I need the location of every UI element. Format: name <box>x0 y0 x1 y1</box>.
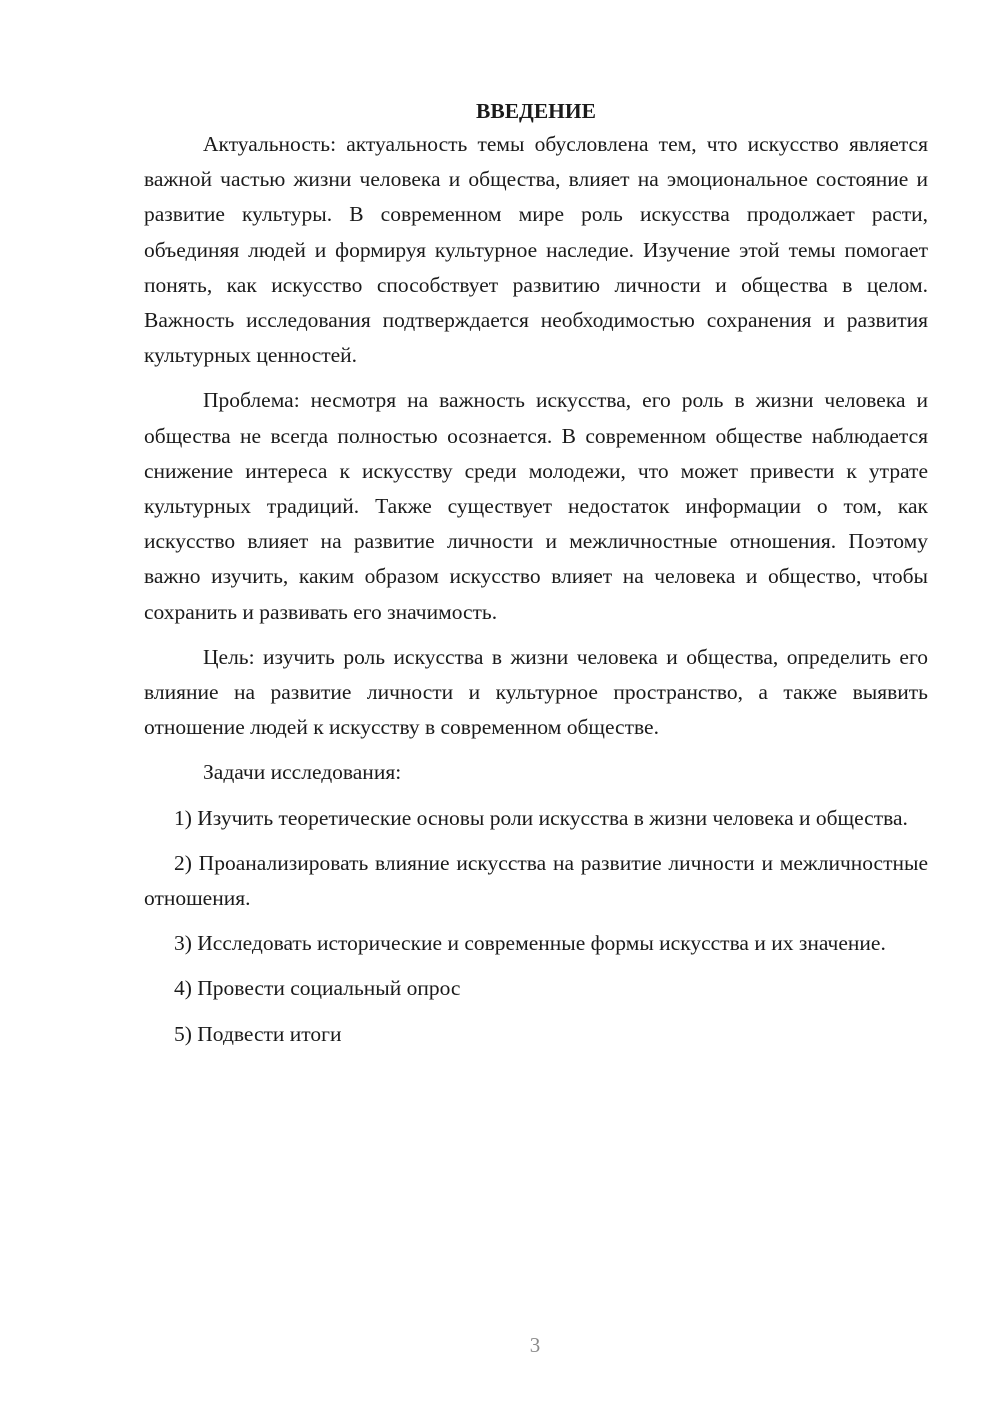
tasks-title: Задачи исследования: <box>203 760 402 785</box>
section-heading: ВВЕДЕНИЕ <box>476 99 596 123</box>
task-item-1: 1) Изучить теоретические основы роли искусства в жизни человека и общества. <box>174 805 908 830</box>
task-item-4: 4) Провести социальный опрос <box>174 976 461 1001</box>
paragraph-relevance: Актуальность: актуальность темы обусловлена тем, что искусство является важной частью жизни человека и общества, влияет на эмоциональное состояние и развитие культуры. В современном мире роль искусства продолжает расти, объединяя людей и формируя культурное наследие. Изучение этой темы помогает понять, как искусство способствует развитию личности и общества в целом. Важность исследования подтверждается необходимостью сохранения и развития культурных ценностей. <box>144 132 928 368</box>
task-item-3: 3) Исследовать исторические и современные формы искусства и их значение. <box>174 931 886 956</box>
task-item-5: 5) Подвести итоги <box>174 1021 342 1046</box>
paragraph-problem: Проблема: несмотря на важность искусства, его роль в жизни человека и общества не всегда полностью осознается. В современном обществе наблюдается снижение интереса к искусству среди молодежи, что может привести к утрате культурных традиций. Также существует недостаток информации о том, как искусство влияет на развитие личности и межличностные отношения. Поэтому важно изучить, каким образом искусство влияет на человека и общество, чтобы сохранить и развивать его значимость. <box>144 388 928 624</box>
paragraph-goal: Цель: изучить роль искусства в жизни человека и общества, определить его влияние на развитие личности и культурное пространство, а также выявить отношение людей к искусству в современном обществе. <box>144 644 928 740</box>
page-number: 3 <box>529 1333 541 1357</box>
task-item-2: 2) Проанализировать влияние искусства на развитие личности и межличностные отношения. <box>144 850 928 911</box>
page-content <box>144 95 928 1052</box>
